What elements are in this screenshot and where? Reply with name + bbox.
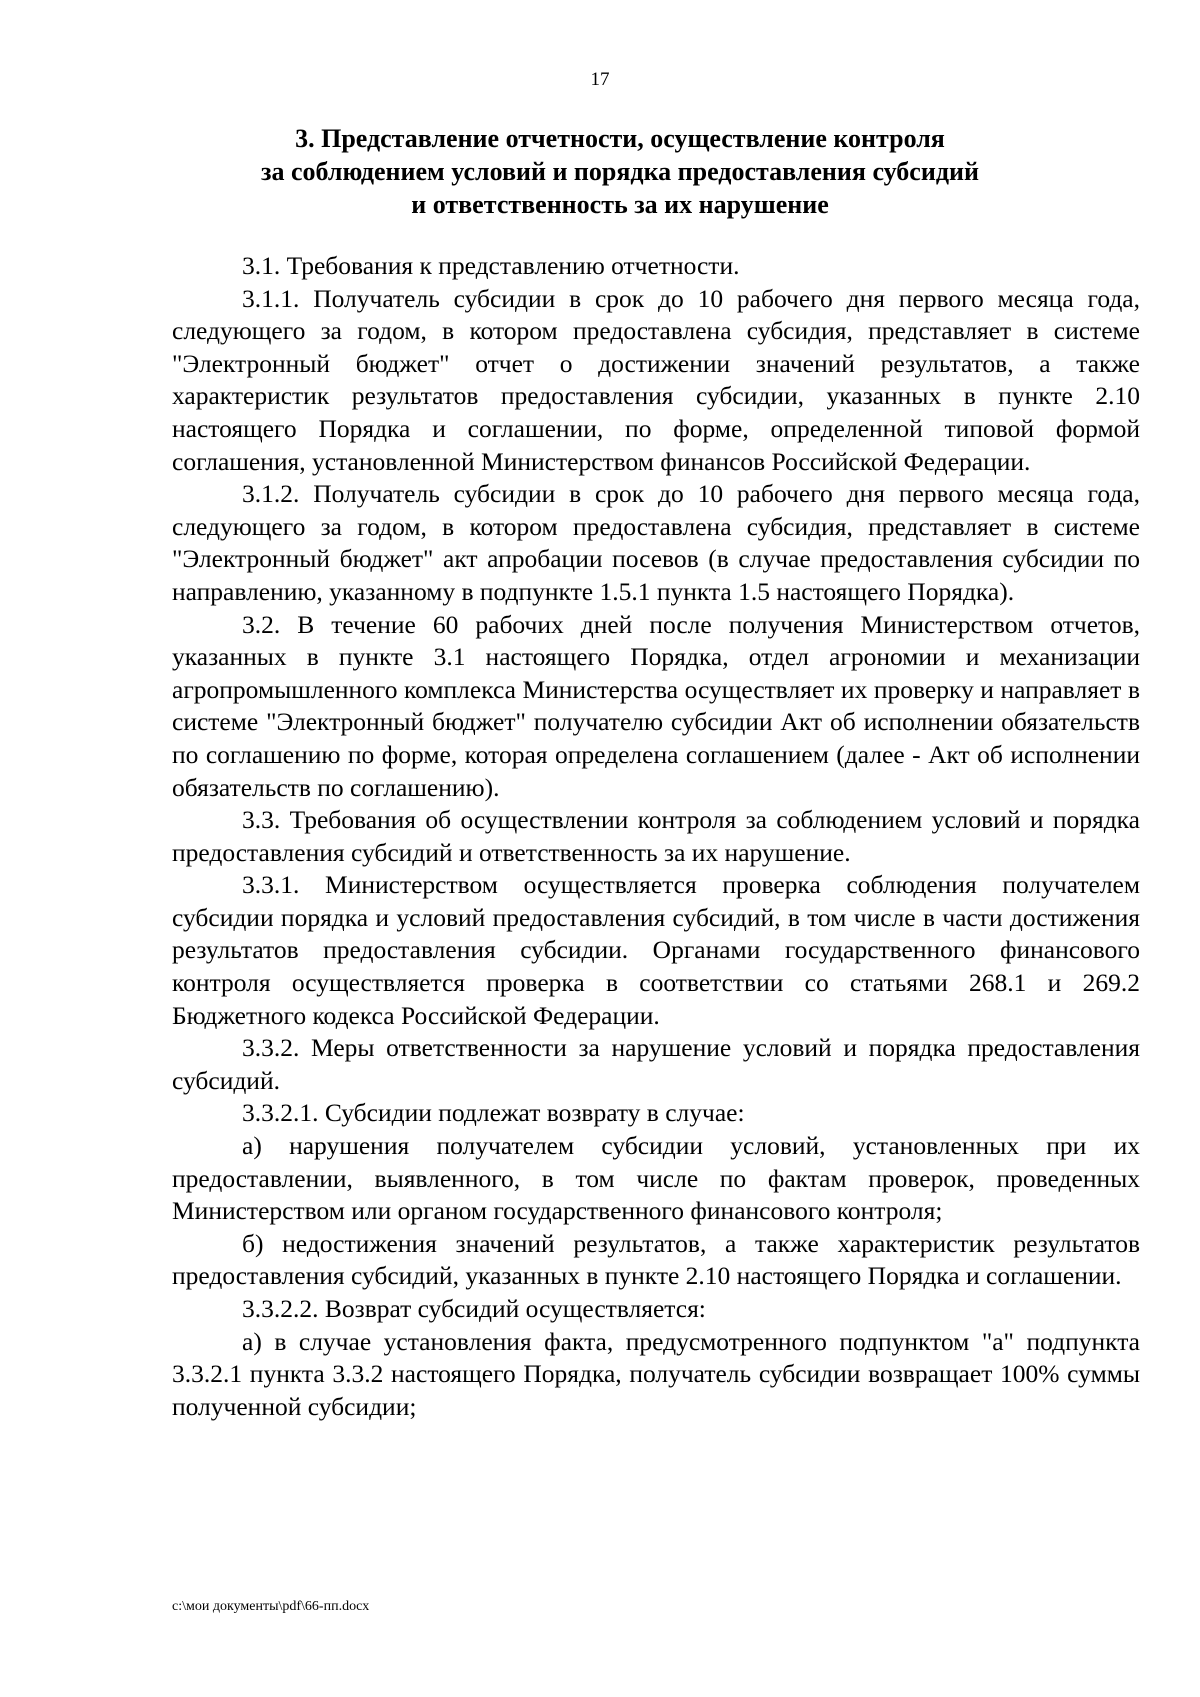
section-heading (170, 122, 1070, 221)
paragraph-3-1-2: 3.1.2. Получатель субсидии в срок до 10 рабочего дня первого месяца года, следующего за годом, в котором предоставлена субсидия, представляет в системе "Электронный бюджет" акт апробации посевов (в случае предоставления субсидии по направлению, указанному в подпункте 1.5.1 пункта 1.5 настоящего Порядка). (172, 479, 1140, 606)
paragraph-3-1-1: 3.1.1. Получатель субсидии в срок до 10 рабочего дня первого месяца года, следующего за годом, в котором предоставлена субсидия, представляет в системе "Электронный бюджет" отчет о достижении значений результатов, а также характеристик результатов предоставления субсидии, указанных в пункте 2.10 настоящего Порядка и соглашении, по форме, определенной типовой формой соглашения, установленной Министерством финансов Российской Федерации. (172, 283, 1140, 476)
paragraph-3-3-2-1-b: б) недостижения значений результатов, а также характеристик результатов предоставления субсидий, указанных в пункте 2.10 настоящего Порядка и соглашении. (172, 1228, 1140, 1291)
paragraph-3-2: 3.2. В течение 60 рабочих дней после получения Министерством отчетов, указанных в пункте 3.1 настоящего Порядка, отдел агрономии и механизации агропромышленного комплекса Министерства осуществляет их проверку и направляет в системе "Электронный бюджет" получателю субсидии Акт об исполнении обязательств по соглашению по форме, которая определена соглашением (далее - Акт об исполнении обязательств по соглашению). (172, 609, 1140, 802)
section-heading-line-3: и ответственность за их нарушение (411, 190, 829, 219)
paragraph-3-3-2-1: 3.3.2.1. Субсидии подлежат возврату в случае: (242, 1098, 745, 1128)
paragraph-3-3-2-2: 3.3.2.2. Возврат субсидий осуществляется: (242, 1294, 706, 1323)
paragraph-3-3: 3.3. Требования об осуществлении контроля за соблюдением условий и порядка предоставления субсидий и ответственность за их нарушение. (172, 805, 1140, 867)
section-heading-line-1: 3. Представление отчетности, осуществление контроля (295, 124, 945, 153)
paragraph-3-3-2-1-a: а) нарушения получателем субсидии условий, установленных при их предоставлении, выявленного, в том числе по фактам проверок, проведенных Министерством или органом государственного финансового контроля; (172, 1131, 1140, 1226)
document-body (172, 250, 1140, 1423)
page-number: 17 (590, 69, 610, 90)
footer-file-path: c:\мои документы\pdf\66-пп.docx (172, 1599, 370, 1614)
paragraph-3-3-2-2-a: а) в случае установления факта, предусмотренного подпунктом "а" подпункта 3.3.2.1 пункта 3.3.2 настоящего Порядка, получатель субсидии возвращает 100% суммы полученной субсидии; (172, 1326, 1140, 1421)
paragraph-3-3-2: 3.3.2. Меры ответственности за нарушение условий и порядка предоставления субсидий. (172, 1033, 1140, 1095)
paragraph-3-3-1: 3.3.1. Министерством осуществляется проверка соблюдения получателем субсидии порядка и условий предоставления субсидий, в том числе в части достижения результатов предоставления субсидии. Органами государственного финансового контроля осуществляется проверка в соответствии со статьями 268.1 и 269.2 Бюджетного кодекса Российской Федерации. (172, 870, 1140, 1030)
paragraph-3-1: 3.1. Требования к представлению отчетности. (242, 251, 740, 280)
section-heading-line-2: за соблюдением условий и порядка предоставления субсидий (261, 157, 979, 186)
